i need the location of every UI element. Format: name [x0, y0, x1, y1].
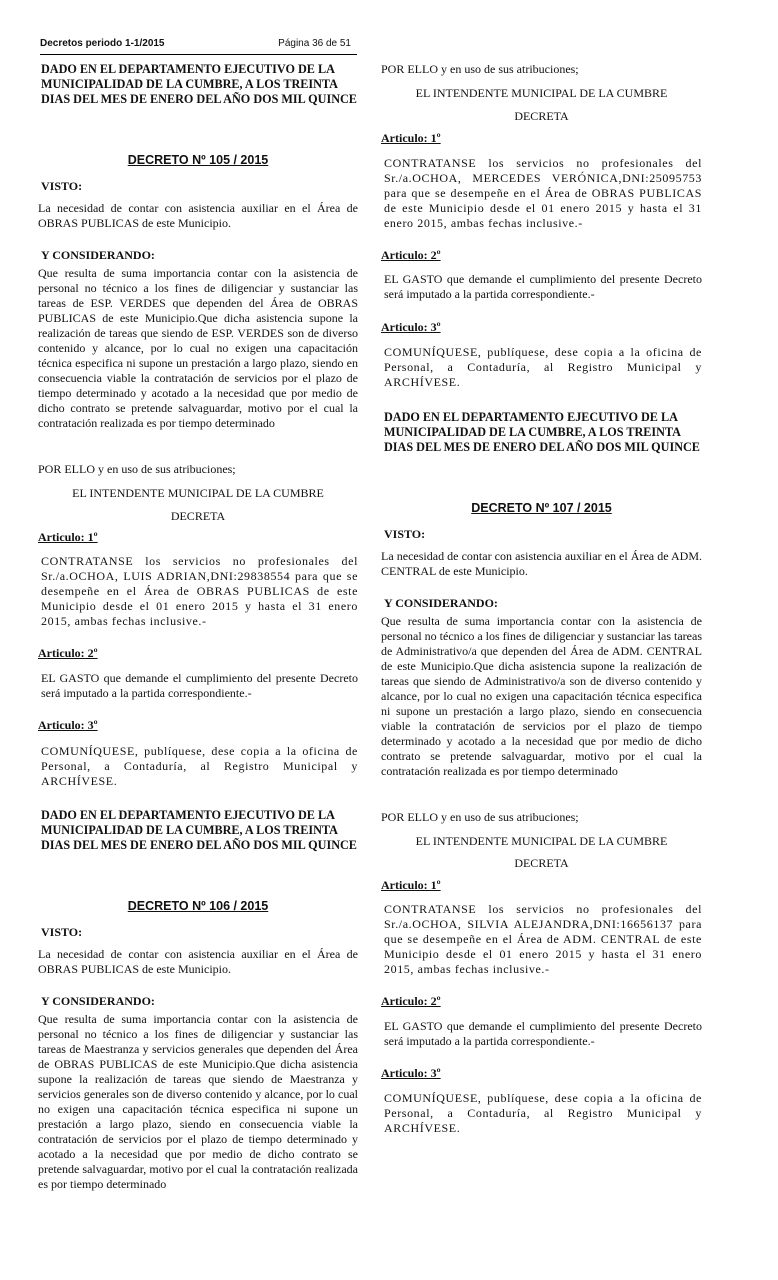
intendente-text: EL INTENDENTE MUNICIPAL DE LA CUMBRE — [415, 834, 668, 848]
dado-paragraph: DADO EN EL DEPARTAMENTO EJECUTIVO DE LA MUNICIPALIDAD DE LA CUMBRE, A LOS TREINTA DIAS DEL MES DE ENERO DEL AÑO DOS MIL QUINCE — [41, 808, 357, 852]
article-3-text: COMUNÍQUESE, publíquese, dese copia a la oficina de Personal, a Contaduría, al Registro Municipal y ARCHÍVESE. — [41, 744, 358, 788]
article-1-label: Articulo: 1º — [38, 530, 98, 544]
article-3-label: Articulo: 3º — [381, 1066, 441, 1080]
page-number: Página 36 de 51 — [278, 38, 351, 49]
considerando-text: Que resulta de suma importancia contar con la asistencia de personal no técnico a los fines de diligenciar y sustanciar las tareas de Maestranza y servicios generales que dependen del Área de OBRAS PUBLICAS de este Municipio.Que dicha asistencia supone la realización de tareas que siendo de Maestranza y servicios generales son de diverso contenido y alcance, por lo cual no exigen una capacitación técnica especifica ni supone un prestación a largo plazo, siendo en consecuencia viable la contratación de servicios por el plazo de tiempo determinado y acotado a la necesidad que por medio de dicho contrato se pretende salvaguardar, motivo por el cual la contratación realizada es por tiempo determinado — [38, 1012, 358, 1191]
article-2-label: Articulo: 2º — [381, 994, 441, 1008]
considerando-label: Y CONSIDERANDO: — [384, 596, 498, 610]
decreta-text: DECRETA — [514, 109, 569, 123]
article-2-label: Articulo: 2º — [38, 646, 98, 660]
article-3-text: COMUNÍQUESE, publíquese, dese copia a la oficina de Personal, a Contaduría, al Registro Municipal y ARCHÍVESE. — [384, 1091, 702, 1135]
article-2-text: EL GASTO que demande el cumplimiento del presente Decreto será imputado a la partida correspondiente.- — [41, 671, 358, 700]
article-1-text: CONTRATANSE los servicios no profesionales del Sr./a.OCHOA, SILVIA ALEJANDRA,DNI:16656137 para que se desempeñe en el Área de ADM. CENTRAL de este Municipio desde el 01 enero 2015 y hasta el 31 enero 2015, ambas fechas inclusive.- — [384, 902, 702, 976]
article-3-label: Articulo: 3º — [38, 718, 98, 732]
decreto-105-title: DECRETO Nº 105 / 2015 — [127, 153, 269, 167]
article-1-label: Articulo: 1º — [381, 131, 441, 145]
intendente-text: EL INTENDENTE MUNICIPAL DE LA CUMBRE — [415, 86, 668, 100]
article-3-label: Articulo: 3º — [381, 320, 441, 334]
article-3-text: COMUNÍQUESE, publíquese, dese copia a la oficina de Personal, a Contaduría, al Registro Municipal y ARCHÍVESE. — [384, 345, 702, 389]
considerando-text: Que resulta de suma importancia contar con la asistencia de personal no técnico a los fines de diligenciar y sustanciar las tareas de Administrativo/a que dependen del Área de ADM. CENTRAL de este Municipio.Que dicha asistencia supone la realización de tareas que siendo de Administrativo/a son de diverso contenido y alcance, por lo cual no exigen una capacitación técnica especifica ni supone un prestación a largo plazo, siendo en consecuencia viable la contratación de servicios por el plazo de tiempo determinado y acotado a la necesidad que por medio de dicho contrato se pretende salvaguardar, motivo por el cual la contratación realizada es por tiempo determinado — [381, 614, 702, 778]
article-2-text: EL GASTO que demande el cumplimiento del presente Decreto será imputado a la partida correspondiente.- — [384, 272, 702, 301]
por-ello-text: POR ELLO y en uso de sus atribuciones; — [381, 810, 579, 824]
article-1-label: Articulo: 1º — [381, 878, 441, 892]
visto-label: VISTO: — [41, 925, 83, 939]
header-title: Decretos periodo 1-1/2015 — [40, 38, 165, 49]
dado-paragraph: DADO EN EL DEPARTAMENTO EJECUTIVO DE LA MUNICIPALIDAD DE LA CUMBRE, A LOS TREINTA DIAS DEL MES DE ENERO DEL AÑO DOS MIL QUINCE — [384, 410, 700, 454]
visto-label: VISTO: — [41, 179, 83, 193]
considerando-text: Que resulta de suma importancia contar con la asistencia de personal no técnico a los fines de diligenciar y sustanciar las tareas de ESP. VERDES que dependen del Área de OBRAS PUBLICAS de este Municipio.Que dicha asistencia supone la realización de tareas que siendo de ESP. VERDES son de diverso contenido y alcance, por lo cual no exigen una capacitación técnica especifica ni supone un prestación a largo plazo, siendo en consecuencia viable la contratación de servicios por el plazo de tiempo determinado y acotado a la necesidad que por medio de dicho contrato se pretende salvaguardar, motivo por el cual la contratación realizada es por tiempo determinado — [38, 266, 358, 430]
decreto-107-title: DECRETO Nº 107 / 2015 — [471, 501, 612, 515]
decreta-text: DECRETA — [514, 856, 569, 870]
article-1-text: CONTRATANSE los servicios no profesionales del Sr./a.OCHOA, MERCEDES VERÓNICA,DNI:25095753 para que se desempeñe en el Área de OBRAS PUBLICAS de este Municipio desde el 01 enero 2015 y hasta el 31 enero 2015, ambas fechas inclusive.- — [384, 156, 702, 230]
article-2-label: Articulo: 2º — [381, 248, 441, 262]
considerando-label: Y CONSIDERANDO: — [41, 994, 155, 1008]
visto-text: La necesidad de contar con asistencia auxiliar en el Área de ADM. CENTRAL de este Municipio. — [381, 549, 702, 578]
visto-label: VISTO: — [384, 527, 426, 541]
decreto-106-title: DECRETO Nº 106 / 2015 — [127, 899, 269, 913]
decreta-text: DECRETA — [170, 509, 226, 523]
dado-paragraph: DADO EN EL DEPARTAMENTO EJECUTIVO DE LA MUNICIPALIDAD DE LA CUMBRE, A LOS TREINTA DIAS DEL MES DE ENERO DEL AÑO DOS MIL QUINCE — [41, 62, 357, 106]
article-1-text: CONTRATANSE los servicios no profesionales del Sr./a.OCHOA, LUIS ADRIAN,DNI:29838554 para que se desempeñe en el Área de OBRAS PUBLICAS de este Municipio desde el 01 enero 2015 y hasta el 31 enero 2015, ambas fechas inclusive.- — [41, 554, 358, 628]
por-ello-text: POR ELLO y en uso de sus atribuciones; — [381, 62, 579, 76]
intendente-text: EL INTENDENTE MUNICIPAL DE LA CUMBRE — [72, 486, 324, 500]
page-header — [40, 36, 357, 55]
por-ello-text: POR ELLO y en uso de sus atribuciones; — [38, 462, 236, 476]
article-2-text: EL GASTO que demande el cumplimiento del presente Decreto será imputado a la partida correspondiente.- — [384, 1019, 702, 1048]
considerando-label: Y CONSIDERANDO: — [41, 248, 155, 262]
visto-text: La necesidad de contar con asistencia auxiliar en el Área de OBRAS PUBLICAS de este Municipio. — [38, 947, 358, 976]
visto-text: La necesidad de contar con asistencia auxiliar en el Área de OBRAS PUBLICAS de este Municipio. — [38, 201, 358, 230]
